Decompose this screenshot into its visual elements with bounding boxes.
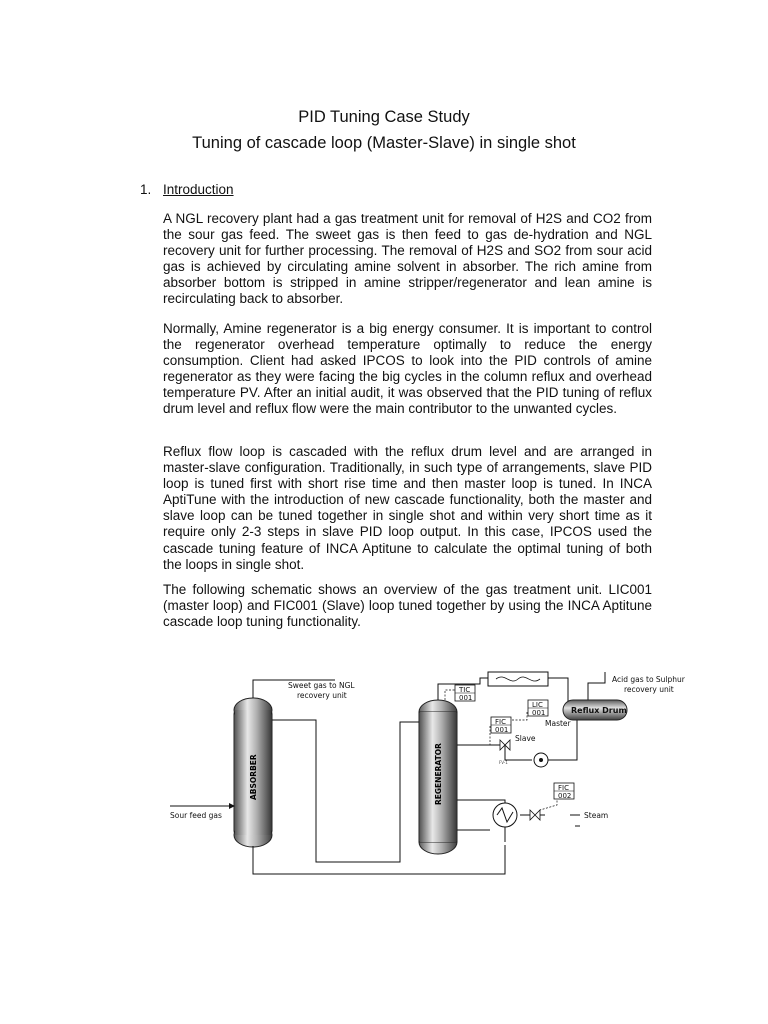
document-subtitle: Tuning of cascade loop (Master-Slave) in single shot: [192, 134, 576, 152]
lic-tag: LIC: [532, 701, 543, 709]
acid-gas-label-2: recovery unit: [624, 685, 674, 694]
tic-tag: TIC: [459, 686, 471, 694]
paragraph-4: The following schematic shows an overview of the gas treatment unit. LIC001 (master loop) and FIC001 (Slave) loop tuned together by using the INCA Aptitune cascade loop tuning functionality.: [163, 582, 652, 630]
document-title: PID Tuning Case Study: [298, 108, 470, 126]
lic-number: 001: [532, 709, 546, 717]
reflux-drum-label: Reflux Drum: [571, 706, 627, 715]
paragraph-1: A NGL recovery plant had a gas treatment unit for removal of H2S and CO2 from the sour gas feed. The sweet gas is then feed to gas de-hydration and NGL recovery unit for further processing. The removal of H2S and SO2 from sour acid gas is achieved by circulating amine solvent in absorber. The rich amine from absorber bottom is stripped in amine stripper/regenerator and lean amine is recirculating back to absorber.: [163, 211, 652, 307]
slave-label: Slave: [515, 734, 536, 743]
tic-001: [455, 685, 475, 702]
fic-001: [491, 717, 511, 734]
absorber-label: ABSORBER: [249, 754, 258, 800]
absorber-column: [234, 685, 272, 847]
acid-gas-label-1: Acid gas to Sulphur: [612, 675, 685, 684]
fic1-number: 001: [495, 726, 509, 734]
paragraph-3: Reflux flow loop is cascaded with the reflux drum level and are arranged in master-slave configuration. Traditionally, in such type of arrangements, slave PID loop is tuned first with short rise time and then master loop is tuned. In INCA AptiTune with the introduction of new cascade functionality, both the master and slave loop can be tuned together in single shot and within very short time as it require only 2-3 steps in slave PID loop output. In this case, IPCOS used the cascade tuning feature of INCA Aptitune to calculate the optimal tuning of both the loops in single shot.: [163, 444, 652, 572]
steam-label: Steam: [584, 811, 609, 820]
regenerator-label: REGENERATOR: [434, 743, 443, 805]
sweet-gas-label-1: Sweet gas to NGL: [288, 681, 355, 690]
valve-tag: FV-1: [499, 760, 508, 765]
sour-feed-label: Sour feed gas: [170, 811, 222, 820]
master-label: Master: [545, 719, 571, 728]
paragraph-2: Normally, Amine regenerator is a big energy consumer. It is important to control the regenerator overhead temperature optimally to reduce the energy consumption. Client had asked IPCOS to look into the PID controls of amine regenerator as they were facing the big cycles in the column reflux and overhead temperature PV. After an initial audit, it was observed that the PID tuning of reflux drum level and reflux flow were the main contributor to the unwanted cycles.: [163, 321, 652, 417]
reboiler: [493, 803, 517, 842]
fic2-number: 002: [558, 792, 572, 800]
overhead-condenser: [488, 672, 548, 686]
reflux-drum: [563, 700, 627, 720]
lic-001: [528, 700, 548, 717]
regenerator-column: [419, 700, 457, 854]
sweet-gas-label-2: recovery unit: [297, 691, 347, 700]
fic2-tag: FIC: [558, 784, 569, 792]
fic1-tag: FIC: [495, 718, 506, 726]
section-number: 1.: [140, 182, 152, 197]
reflux-pump: [534, 753, 548, 767]
section-title: Introduction: [163, 182, 234, 197]
tic-number: 001: [459, 694, 473, 702]
fic-002: [554, 783, 574, 800]
